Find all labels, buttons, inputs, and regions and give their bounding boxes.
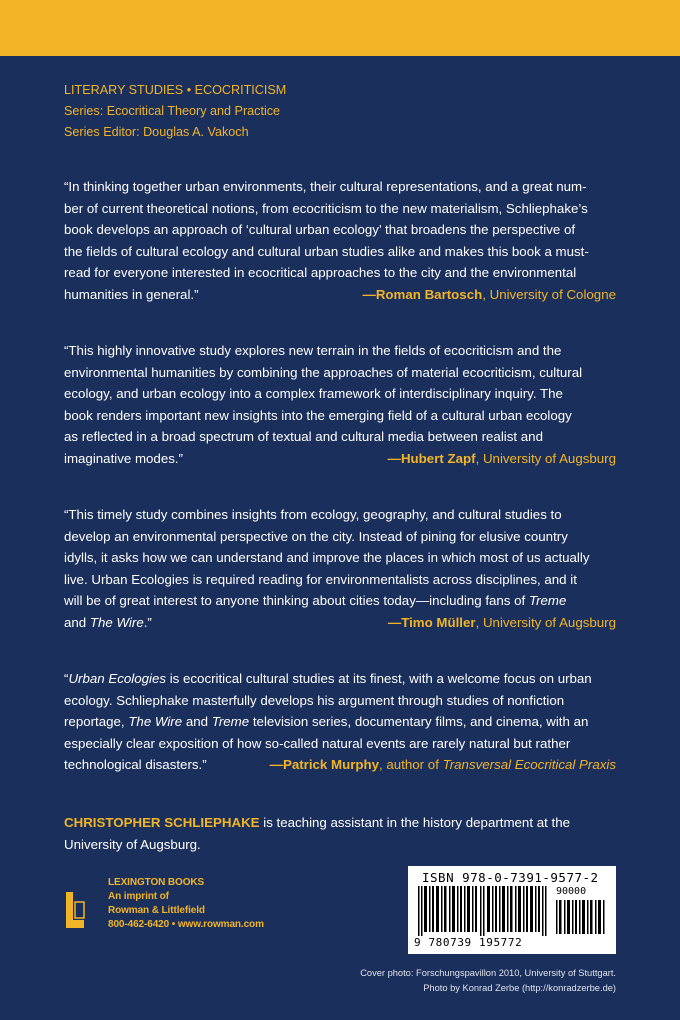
quote-line: “This timely study combines insights from ecology, geography, and cultural studies to <box>64 507 562 522</box>
credit-line: Cover photo: Forschungspavillon 2010, University of Stuttgart. <box>360 968 616 978</box>
quote-italic: Urban Ecologies <box>68 671 167 686</box>
publisher-block <box>64 876 284 946</box>
dash: — <box>362 286 376 302</box>
quote-italic: Treme <box>211 714 250 730</box>
author-bio <box>64 812 616 855</box>
quote-attribution <box>270 754 616 776</box>
dash: — <box>387 450 401 466</box>
series-line: Series: Ecocritical Theory and Practice <box>64 104 281 118</box>
bio-line: University of Augsburg. <box>64 836 201 852</box>
quote-last-line <box>64 612 616 634</box>
endorsement-quote <box>64 504 616 634</box>
quote-line: especially clear exposition of how so-called natural events are rarely natural but rather <box>64 735 571 751</box>
quote-author: Roman Bartosch <box>375 286 483 302</box>
quote-line: as reflected in a broad spectrum of textual and cultural media between realist and <box>64 429 543 445</box>
quote-text <box>64 615 152 630</box>
quote-affiliation: , University of Augsburg <box>475 614 616 630</box>
author-name: CHRISTOPHER SCHLIEPHAKE <box>64 815 260 830</box>
quote-line <box>64 711 616 733</box>
quote-text: is ecocritical cultural studies at its finest, with a welcome focus on urban <box>166 671 592 686</box>
quote-line: live. Urban Ecologies is required reading for environmentalists across disciplines, and it <box>64 571 577 587</box>
quote-line <box>64 590 616 612</box>
quote-italic: The Wire <box>128 714 183 730</box>
quote-author: Hubert Zapf <box>400 450 476 466</box>
barcode-icon <box>418 886 552 936</box>
quote-line: the fields of cultural ecology and cultural urban studies alike and makes this book a must- <box>64 243 589 259</box>
addon-barcode-icon <box>556 900 608 934</box>
quote-text: and <box>182 714 212 730</box>
bio-line <box>64 812 616 834</box>
publisher-logo-icon <box>64 890 86 930</box>
quote-line: ber of current theoretical notions, from ecocriticism to the new materialism, Schliephake’s <box>64 200 588 216</box>
quote-last-line <box>64 754 616 776</box>
quote-attribution <box>388 448 616 470</box>
quote-line: environmental humanities by combining the approaches of material ecocriticism, cultural <box>64 364 583 380</box>
quote-author: Timo Müller <box>401 614 476 630</box>
quote-line: technological disasters.” <box>64 757 207 773</box>
quote-line: ecology, and urban ecology into a complex framework of interdisciplinary inquiry. The <box>64 386 563 402</box>
quote-attribution <box>388 612 616 634</box>
quote-line: develop an environmental perspective on the city. Instead of pining for elusive country <box>64 528 568 544</box>
quote-text: .” <box>143 614 152 630</box>
publisher-name: LEXINGTON BOOKS <box>108 877 205 888</box>
dash: — <box>269 757 283 773</box>
publisher-parent: Rowman & Littlefield <box>108 905 205 916</box>
quote-text: will be of great interest to anyone thinking about cities today—including fans of <box>64 593 529 609</box>
quote-line: “This highly innovative study explores new terrain in the fields of ecocriticism and the <box>64 343 562 358</box>
dash: — <box>387 614 402 630</box>
isbn-text: ISBN 978-0-7391-9577-2 <box>422 870 599 885</box>
publisher-imprint: An imprint of <box>108 891 169 902</box>
series-editor-line: Series Editor: Douglas A. Vakoch <box>64 125 249 139</box>
quote-text: and <box>64 614 90 630</box>
credit-line: Photo by Konrad Zerbe (http://konradzerbe.de) <box>423 983 616 993</box>
barcode-number: 9 780739 195772 <box>414 936 523 949</box>
quote-line: book renders important new insights into the emerging field of a cultural urban ecology <box>64 407 572 423</box>
quote-text: reportage, <box>64 714 129 730</box>
cover-photo-credit <box>360 966 616 996</box>
endorsement-quote <box>64 668 616 776</box>
barcode-addon-text: 90000 <box>556 886 587 897</box>
quote-line: read for everyone interested in ecocritical approaches to the city and the environmental <box>64 265 577 281</box>
quote-line <box>64 668 616 690</box>
category-line: LITERARY STUDIES • ECOCRITICISM <box>64 83 287 97</box>
quote-last-line <box>64 284 616 306</box>
quote-line: “In thinking together urban environments, their cultural representations, and a great num- <box>64 179 587 194</box>
quote-line: idylls, it asks how we can understand and improve the places in which most of us actually <box>64 550 590 566</box>
quote-line: humanities in general.” <box>64 286 199 302</box>
quote-italic: The Wire <box>89 614 144 630</box>
quote-text: “ <box>64 671 69 686</box>
quote-last-line <box>64 448 616 470</box>
quote-author: Patrick Murphy <box>282 757 380 773</box>
series-header <box>64 80 286 143</box>
quote-italic: Treme <box>528 593 567 609</box>
quote-affiliation: , University of Cologne <box>482 286 616 302</box>
quote-affiliation: , author of <box>379 757 443 773</box>
bio-text: is teaching assistant in the history department at the <box>259 815 570 830</box>
quote-line: book develops an approach of ‘cultural urban ecology’ that broadens the perspective of <box>64 222 576 238</box>
top-accent-bar <box>0 0 680 56</box>
publisher-text <box>108 876 264 932</box>
quote-affiliation: , University of Augsburg <box>475 450 616 466</box>
endorsement-quote <box>64 176 616 306</box>
quote-line: imaginative modes.” <box>64 450 183 466</box>
quote-line: ecology. Schliephake masterfully develops his argument through studies of nonfiction <box>64 692 565 708</box>
endorsement-quote <box>64 340 616 470</box>
isbn-barcode <box>408 866 616 954</box>
quote-attribution <box>363 284 616 306</box>
publisher-contact: 800-462-6420 • www.rowman.com <box>108 919 264 930</box>
quote-text: television series, documentary films, and cinema, with an <box>249 714 589 730</box>
quote-affiliation-title: Transversal Ecocritical Praxis <box>442 757 616 773</box>
